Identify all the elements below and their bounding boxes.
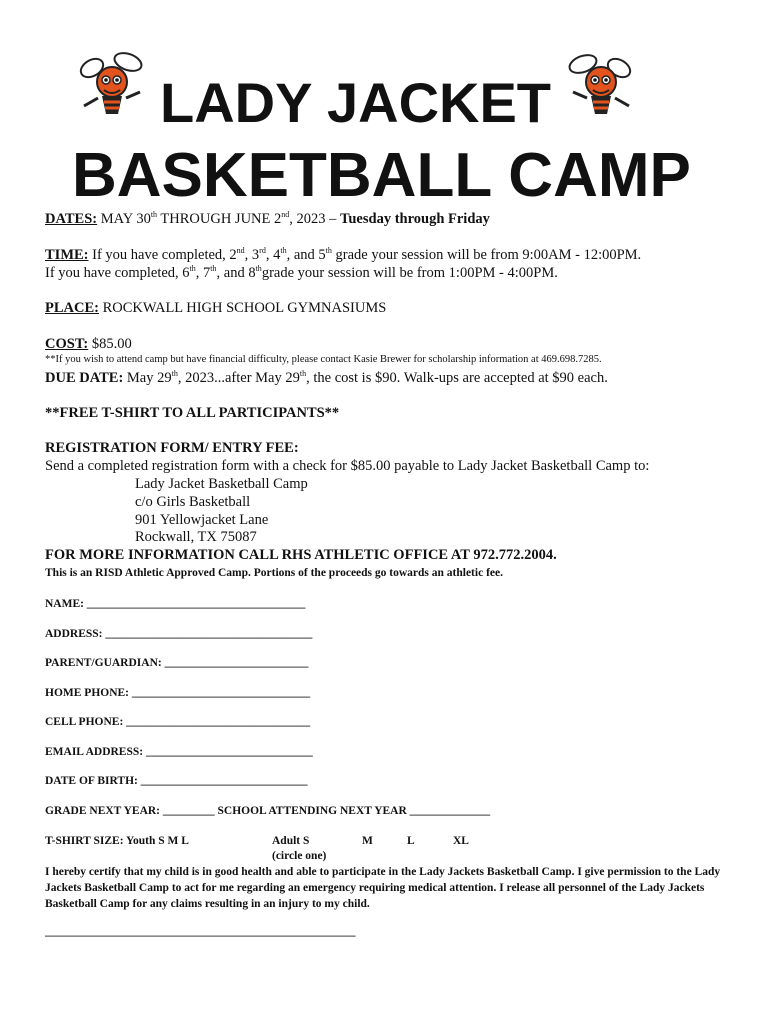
due-text: , 2023...after May 29 xyxy=(177,370,300,386)
time-text: , and 8 xyxy=(216,265,256,281)
tshirt-adult-m[interactable]: M xyxy=(362,835,373,847)
time-line-1 xyxy=(45,247,641,264)
email-address-field[interactable]: EMAIL ADDRESS: _____________________________ xyxy=(45,746,313,758)
home-phone-field[interactable]: HOME PHONE: _______________________________ xyxy=(45,687,311,699)
page-title-line2: BASKETBALL CAMP xyxy=(72,141,691,210)
tshirt-youth-sizes[interactable]: T-SHIRT SIZE: Youth S M L xyxy=(45,835,189,847)
registration-heading: REGISTRATION FORM/ ENTRY FEE: xyxy=(45,440,299,456)
mailing-address-line: Rockwall, TX 75087 xyxy=(135,529,257,545)
cell-phone-field[interactable]: CELL PHONE: ________________________________ xyxy=(45,716,311,728)
dates-sup: nd xyxy=(281,210,290,219)
due-date-line xyxy=(45,370,608,387)
place-line xyxy=(45,300,386,317)
time-text: , and 5 xyxy=(286,247,326,263)
free-shirt-notice: **FREE T-SHIRT TO ALL PARTICIPANTS** xyxy=(45,405,340,421)
time-text: grade your session will be from 9:00AM - 12:00PM. xyxy=(331,247,642,263)
time-sup: nd xyxy=(236,246,245,255)
cost-value: $85.00 xyxy=(88,336,132,352)
signature-line[interactable]: ______________________________________________________ xyxy=(45,926,356,938)
time-text: If you have completed, 6 xyxy=(45,265,190,281)
due-text: , the cost is $90. Walk-ups are accepted at $90 each. xyxy=(306,370,608,386)
cost-line xyxy=(45,336,132,353)
dates-text: , 2023 – xyxy=(289,211,341,227)
place-value: ROCKWALL HIGH SCHOOL GYMNASIUMS xyxy=(98,300,387,316)
dates-line xyxy=(45,211,490,228)
time-sup: th xyxy=(280,246,287,255)
place-label: PLACE: xyxy=(45,300,99,316)
mailing-address-line: Lady Jacket Basketball Camp xyxy=(135,476,308,492)
mailing-address-line: c/o Girls Basketball xyxy=(135,494,251,510)
due-sup: th xyxy=(171,369,178,378)
info-call-line: FOR MORE INFORMATION CALL RHS ATHLETIC OFFICE AT 972.772.2004. xyxy=(45,547,557,563)
cost-label: COST: xyxy=(45,336,89,352)
approved-camp-note: This is an RISD Athletic Approved Camp. Portions of the proceeds go towards an athletic fee. xyxy=(45,567,503,579)
page-title-line1: LADY JACKET xyxy=(160,71,552,134)
name-field[interactable]: NAME: ______________________________________ xyxy=(45,598,306,610)
yellowjacket-mascot-left-icon xyxy=(78,48,148,120)
due-text: May 29 xyxy=(123,370,172,386)
tshirt-adult-s[interactable]: Adult S xyxy=(272,835,310,847)
parent-guardian-field[interactable]: PARENT/GUARDIAN: _________________________ xyxy=(45,657,309,669)
time-text: , 7 xyxy=(195,265,211,281)
mailing-address-line: 901 Yellowjacket Lane xyxy=(135,512,269,528)
time-text: If you have completed, 2 xyxy=(88,247,237,263)
grade-school-field[interactable]: GRADE NEXT YEAR: _________ SCHOOL ATTENDING NEXT YEAR ______________ xyxy=(45,805,491,817)
dates-text: THROUGH JUNE 2 xyxy=(157,211,282,227)
time-line-2 xyxy=(45,265,558,282)
time-sup: th xyxy=(189,264,196,273)
dates-label: DATES: xyxy=(45,211,98,227)
time-text: grade your session will be from 1:00PM - 4:00PM. xyxy=(261,265,558,281)
time-text: , 4 xyxy=(265,247,281,263)
dates-days: Tuesday through Friday xyxy=(340,211,490,227)
time-sup: rd xyxy=(259,246,266,255)
registration-instructions: Send a completed registration form with a check for $85.00 payable to Lady Jacket Basketball Camp to: xyxy=(45,458,650,474)
certification-statement: I hereby certify that my child is in good health and able to participate in the Lady Jackets Basketball Camp. I give permission to the Lady Jackets Basketball Camp to act for me regarding an emergency requiring medical attention. I release all personnel of the Lady Jackets Basketball Camp for any claims resulting in an injury to my child. xyxy=(45,866,721,910)
time-sup: th xyxy=(325,246,332,255)
due-sup: th xyxy=(299,369,307,378)
date-of-birth-field[interactable]: DATE OF BIRTH: _____________________________ xyxy=(45,775,308,787)
yellowjacket-mascot-right-icon xyxy=(565,48,635,120)
dates-text: MAY 30 xyxy=(97,211,151,227)
time-label: TIME: xyxy=(45,247,89,263)
scholarship-note: **If you wish to attend camp but have financial difficulty, please contact Kasie Brewer for scholarship information at 469.698.7285. xyxy=(45,354,602,365)
dates-sup: th xyxy=(150,210,158,219)
tshirt-adult-l[interactable]: L xyxy=(407,835,415,847)
time-text: , 3 xyxy=(244,247,260,263)
circle-one-hint: (circle one) xyxy=(272,850,327,862)
due-date-label: DUE DATE: xyxy=(45,370,124,386)
address-field[interactable]: ADDRESS: ____________________________________ xyxy=(45,628,313,640)
tshirt-adult-xl[interactable]: XL xyxy=(453,835,469,847)
time-sup: th xyxy=(255,264,262,273)
time-sup: th xyxy=(210,264,217,273)
